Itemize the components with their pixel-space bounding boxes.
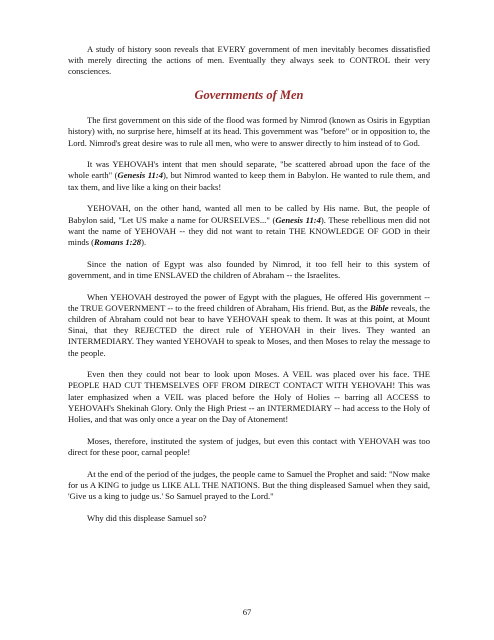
scripture-reference: Romans 1:28 xyxy=(94,236,142,247)
text-span: reveals, the children of Abraham could not bear to have YEHOVAH speak to them. It was at this point, at Mount Sinai, that they REJECTED the direct rule of YEHOVAH in their lives. They wanted an INTERMEDIARY. They wanted YEHOVAH to speak to Moses, and then Moses to relay the message to the people. xyxy=(68,302,430,358)
paragraph-egypt: Since the nation of Egypt was also founded by Nimrod, it too fell heir to this system of government, and in time ENSLAVED the children of Abraham -- the Israelites. xyxy=(68,258,430,280)
paragraph-question: Why did this displease Samuel so? xyxy=(87,512,207,523)
bible-reference: Bible xyxy=(370,302,389,313)
text-span: ). xyxy=(141,236,147,247)
text-span: When YEHOVAH destroyed the power of Egypt with the plagues, He offered His government -- the TRUE GOVERNMENT -- to the freed children of Abraham, His friend. But, as the xyxy=(68,291,430,313)
section-heading: Governments of Men xyxy=(194,88,304,103)
paragraph-intro: A study of history soon reveals that EVERY government of men inevitably becomes dissatisfied with merely directing the actions of men. Eventually they always seek to CONTROL their very consciences. xyxy=(68,44,430,77)
text-span: YEHOVAH, on the other hand, wanted all men to be called by His name. But, the people of Babylon said, "Let US make a name for OURSELVES..." ( xyxy=(68,203,430,225)
paragraph-plagues xyxy=(68,292,430,359)
paragraph-nimrod: The first government on this side of the flood was formed by Nimrod (known as Osiris in Egyptian history) with, no surprise here, himself at its head. This government was "before" or in opposition to, the Lord. Nimrod's great desire was to rule all men, who were to answer directly to him instead of to God. xyxy=(68,115,430,148)
text-span: ), but Nimrod wanted to keep them in Babylon. He wanted to rule them, and tax them, and live like a king on their backs! xyxy=(68,170,431,192)
text-span: It was YEHOVAH's intent that men should separate, "be scattered abroad upon the face of the whole earth" ( xyxy=(68,159,430,181)
scripture-reference: Genesis 11:4 xyxy=(275,214,321,225)
document-page xyxy=(68,44,430,535)
scripture-reference: Genesis 11:4 xyxy=(117,170,163,181)
paragraph-yehovah-intent xyxy=(68,159,430,193)
paragraph-samuel: At the end of the period of the judges, the people came to Samuel the Prophet and said: "Now make for us A KING to judge us LIKE ALL THE NATIONS. But the thing displeased Samuel when they said, 'Give us a king to judge us.' So Samuel prayed to the Lord." xyxy=(68,468,430,502)
paragraph-judges: Moses, therefore, instituted the system of judges, but even this contact with YEHOVAH was too direct for these poor, carnal people! xyxy=(68,435,430,457)
text-span: ). These rebellious men did not want the name of YEHOVAH -- they did not want to retain THE KNOWLEDGE OF GOD in their minds ( xyxy=(68,214,431,247)
paragraph-babylon-name xyxy=(68,203,430,248)
page-number: 67 xyxy=(242,607,252,617)
paragraph-veil: Even then they could not bear to look upon Moses. A VEIL was placed over his face. THE PEOPLE HAD CUT THEMSELVES OFF FROM DIRECT CONTACT WITH YEHOVAH! This was later emphasized when a VEIL was placed before the Holy of Holies -- barring all ACCESS to YEHOVAH's Shekinah Glory. Only the High Priest -- an INTERMEDIARY -- had access to the Holy of Holies, and that was only once a year on the Day of Atonement! xyxy=(68,369,430,425)
